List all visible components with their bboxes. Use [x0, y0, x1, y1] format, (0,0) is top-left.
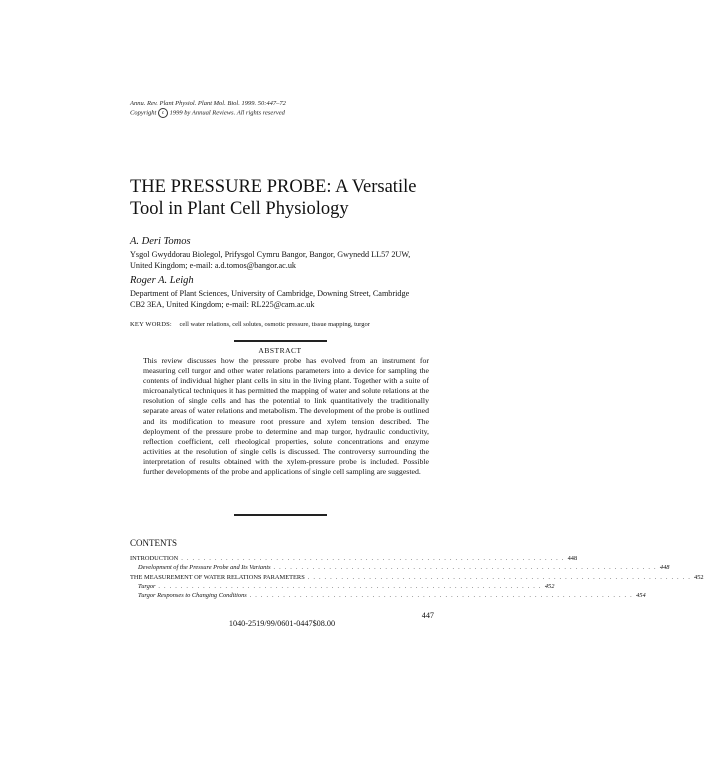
affiliation-line: CB2 3EA, United Kingdom; e-mail: RL225@cam.ac.uk	[130, 300, 315, 309]
toc-entry-title: Turgor	[138, 582, 156, 590]
abstract-heading: ABSTRACT	[258, 346, 302, 355]
article-title-line-2: Tool in Plant Cell Physiology	[130, 199, 349, 219]
toc-entry-page: 452	[694, 573, 704, 581]
abstract-bottom-rule	[234, 514, 327, 516]
abstract-top-rule	[234, 340, 327, 342]
toc-entry-title: Development of the Pressure Probe and Its Variants	[138, 564, 271, 572]
journal-header	[130, 99, 286, 118]
author-affiliation-1	[130, 249, 435, 271]
contents-heading: CONTENTS	[130, 538, 177, 548]
affiliation-line: United Kingdom; e-mail: a.d.tomos@bangor.ac.uk	[130, 261, 297, 270]
abstract-text: This review discusses how the pressure probe has evolved from an instrument for measuring cell turgor and other water relations parameters into a device for sampling the contents of individual higher plant cells in situ in the living plant. Together with a suite of microanalytical techniques it has permitted the mapping of water and solute relations at the resolution of single cells and has the potential to link quantitatively the traditionally separate areas of water relations and metabolism. The development of the probe is outlined and its modification to measure root pressure and xylem tension described. The deployment of the pressure probe to determine and map turgor, hydraulic conductivity, reflection coefficient, cell rheological properties, solute concentrations and enzyme activities at the resolution of single cells is discussed. The controversy surrounding the interpretation of results obtained with the xylem-pressure probe is included. Possible further developments of the probe and applications of single cell sampling are suggested.	[143, 356, 429, 477]
author-affiliation-2	[130, 288, 435, 310]
copyright-suffix: 1999 by Annual Reviews. All rights reserved	[169, 109, 285, 117]
toc-entry-page: 448	[567, 555, 578, 562]
toc-entry[interactable]	[130, 555, 578, 564]
copyright-icon: c	[158, 108, 168, 118]
toc-entry-page: 452	[544, 582, 555, 590]
toc-entry-page: 454	[636, 592, 646, 600]
copyright-prefix: Copyright	[130, 109, 157, 117]
toc-entry-title: THE MEASUREMENT OF WATER RELATIONS PARAMETERS	[130, 573, 305, 581]
keywords-text: cell water relations, cell solutes, osmotic pressure, tissue mapping, turgor	[179, 321, 370, 328]
article-title	[130, 176, 416, 220]
keywords	[130, 321, 370, 328]
affiliation-line: Ysgol Gwyddorau Biolegol, Prifysgol Cymru Bangor, Bangor, Gwynedd LL57 2UW,	[130, 250, 411, 259]
toc-entry-title: INTRODUCTION	[130, 555, 179, 562]
toc-leader-dots: . . . . . . . . . . . . . . . . . . . . . . . . . . . . . . . . . . . . . . . . . . . . . . . . . . . . . . . . . . . . . . . . . . . . .	[273, 564, 657, 572]
toc-leader-dots: . . . . . . . . . . . . . . . . . . . . . . . . . . . . . . . . . . . . . . . . . . . . . . . . . . . . . . . . . . . . . . . . . . . . .	[249, 592, 634, 600]
article-code: 1040-2519/99/0601-0447$08.00	[228, 619, 336, 628]
toc-entry-page: 448	[659, 564, 670, 572]
keywords-label: KEY WORDS:	[130, 321, 172, 328]
author-name-1: A. Deri Tomos	[130, 236, 191, 247]
toc-entry[interactable]	[130, 573, 704, 583]
toc-entry-title: Turgor Responses to Changing Conditions	[138, 592, 247, 600]
affiliation-line: Department of Plant Sciences, University of Cambridge, Downing Street, Cambridge	[130, 289, 410, 298]
author-name-2: Roger A. Leigh	[130, 275, 194, 286]
article-title-line-1: THE PRESSURE PROBE: A Versatile	[130, 177, 417, 197]
toc-leader-dots: . . . . . . . . . . . . . . . . . . . . . . . . . . . . . . . . . . . . . . . . . . . . . . . . . . . . . . . . . . . . . . . . . . . . .	[158, 582, 542, 590]
page-number: 447	[421, 611, 434, 620]
journal-citation: Annu. Rev. Plant Physiol. Plant Mol. Biol. 1999. 50:447–72	[130, 100, 286, 107]
toc-entry[interactable]	[130, 592, 646, 601]
toc-entry[interactable]	[130, 582, 555, 592]
table-of-contents	[130, 555, 704, 601]
toc-leader-dots: . . . . . . . . . . . . . . . . . . . . . . . . . . . . . . . . . . . . . . . . . . . . . . . . . . . . . . . . . . . . . . . . . . . . .	[307, 573, 692, 581]
copyright-line	[130, 108, 286, 118]
toc-entry[interactable]	[130, 564, 670, 573]
toc-leader-dots: . . . . . . . . . . . . . . . . . . . . . . . . . . . . . . . . . . . . . . . . . . . . . . . . . . . . . . . . . . . . . . . . . . . . .	[181, 555, 565, 562]
